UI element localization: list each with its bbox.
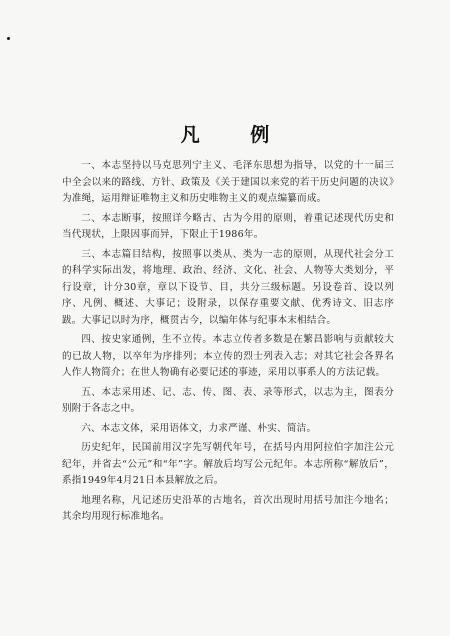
page-title: 凡 例 (180, 124, 292, 146)
paragraph-style: 六、本志文体，采用语体文，力求严谨、朴实、简洁。 (81, 422, 317, 434)
paragraph-ideology: 一、本志坚持以马克思列宁主义、毛泽东思想为指导，以党的十一届三中全会以来的路线、方针、政策及《关于建国以来党的若干历史问题的决议》为准绳，运用辩证唯物主义和历史唯物主义的观点编纂而成。 (62, 160, 394, 204)
paragraph-forms: 五、本志采用述、记、志、传、图、表、录等形式，以志为主，图表分别附于各志之中。 (62, 386, 394, 414)
scan-speck (7, 37, 10, 40)
body-text (62, 158, 394, 527)
paragraph-structure: 三、本志篇目结构，按照事以类从、类为一志的原则，从现代社会分工的科学实际出发，将地理、政治、经济、文化、社会、人物等大类划分，平行设章，计分30章，章以下设节、目，共分三级标题。另设卷首、设以列序、凡例、概述、大事记；设附录，以保存重要文献、优秀诗文、旧志序跋。大事记以时为序，概贯古今，以编年体与纪事本末相结合。 (62, 248, 394, 326)
paragraph-time-range: 二、本志断事，按照详今略古、古为今用的原则，着重记述现代历史和当代现状，上限因事而异，下限止于1986年。 (62, 212, 394, 240)
paragraph-place-names: 地理名称，凡记述历史沿革的古地名，首次出现时用括号加注今地名；其余均用现行标准地名。 (62, 494, 394, 522)
paragraph-biographies: 四、按史家通例，生不立传。本志立传者多数是在繁昌影响与贡献较大的已故人物，以卒年为序排列；本立传的烈士列表入志；对其它社会各界名人作人物简介；在世人物确有必要记述的事迹，采用以事系人的方法记载。 (62, 334, 394, 378)
paragraph-dating: 历史纪年，民国前用汉字先写朝代年号，在括号内用阿拉伯字加注公元纪年，并省去“公元”和“年”字。解放后均写公元纪年。本志所称“解放后”，系指1949年4月21日本县解放之后。 (62, 442, 394, 486)
